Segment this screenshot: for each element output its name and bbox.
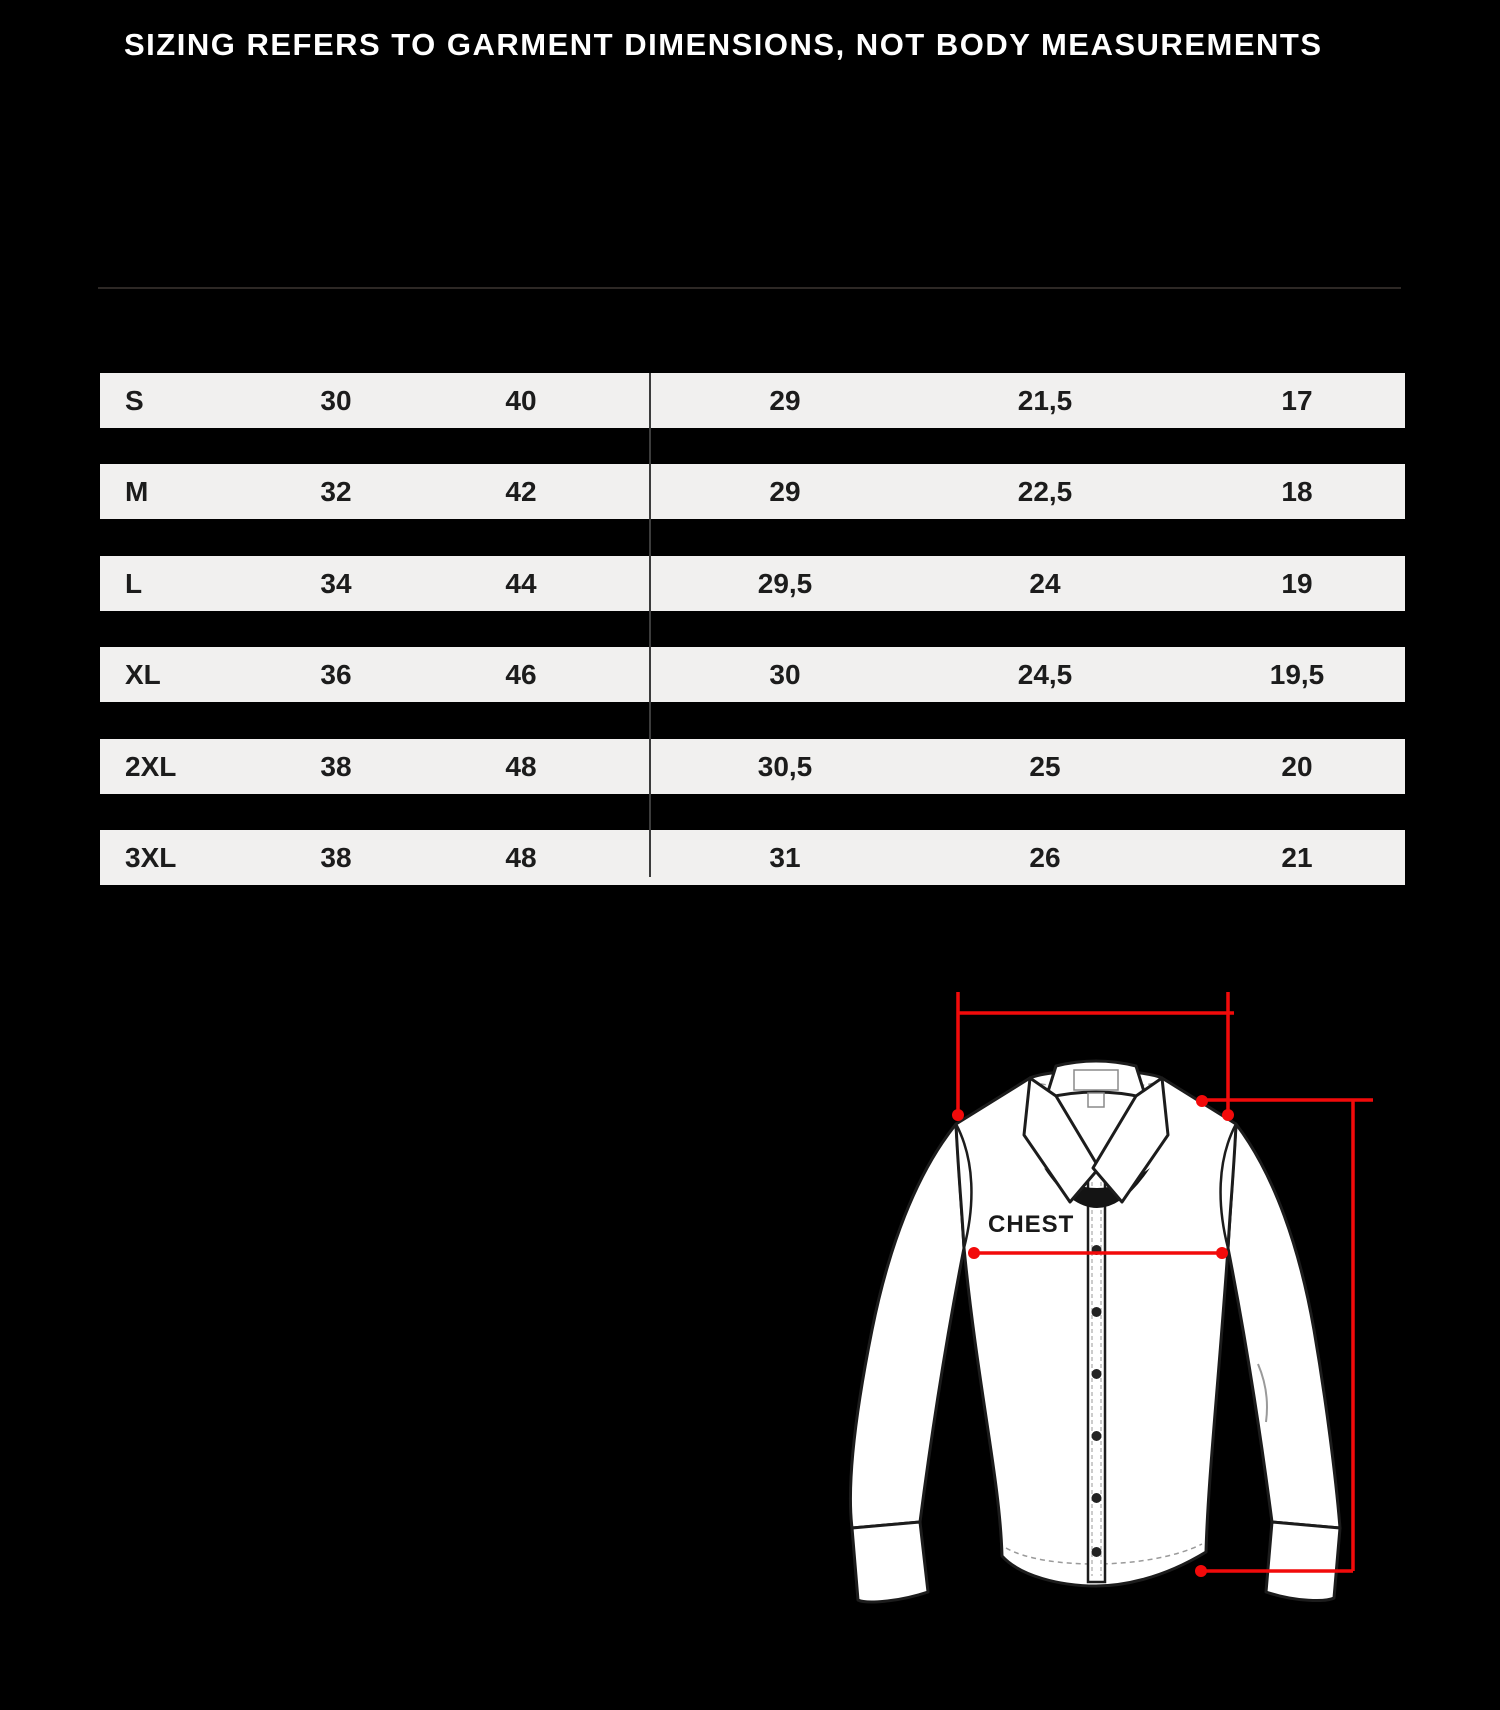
shirt-illustration <box>850 1061 1340 1602</box>
measurement-cell: 22,5 <box>1017 476 1073 507</box>
measurement-cell: 40 <box>505 385 537 416</box>
measurement-cell: 32 <box>320 476 352 507</box>
measurement-cell: 30 <box>769 659 801 690</box>
measurement-cell: 48 <box>505 842 537 873</box>
table-column-divider <box>649 373 651 877</box>
measurement-cell: 44 <box>505 568 537 599</box>
table-row <box>100 556 1405 611</box>
measurement-cell: 42 <box>505 476 537 507</box>
measurement-cell: 17 <box>1281 385 1313 416</box>
measurement-cell: 30 <box>320 385 352 416</box>
shirt-measurement-diagram <box>760 930 1420 1710</box>
measurement-cell: 21 <box>1281 842 1313 873</box>
page-title: SIZING REFERS TO GARMENT DIMENSIONS, NOT BODY MEASUREMENTS <box>124 27 1323 62</box>
size-label-cell: XL <box>125 659 161 690</box>
measurement-cell: 24,5 <box>1017 659 1073 690</box>
measurement-cell: 20 <box>1281 751 1313 782</box>
measurement-cell: 31 <box>769 842 801 873</box>
measurement-cell: 38 <box>320 751 352 782</box>
table-row <box>100 830 1405 885</box>
size-label-cell: 3XL <box>125 842 177 873</box>
table-row <box>100 464 1405 519</box>
measurement-cell: 19 <box>1281 568 1313 599</box>
size-label-cell: S <box>125 385 144 416</box>
measurement-cell: 46 <box>505 659 537 690</box>
measurement-cell: 26 <box>1029 842 1061 873</box>
measurement-cell: 30,5 <box>757 751 813 782</box>
measurement-cell: 19,5 <box>1269 659 1325 690</box>
measurement-cell: 38 <box>320 842 352 873</box>
table-row <box>100 739 1405 794</box>
top-divider <box>98 287 1401 289</box>
table-row <box>100 647 1405 702</box>
size-table <box>100 373 1405 887</box>
measurement-cell: 48 <box>505 751 537 782</box>
table-row <box>100 373 1405 428</box>
measurement-cell: 25 <box>1029 751 1061 782</box>
measurement-cell: 34 <box>320 568 352 599</box>
chest-label: CHEST <box>988 1211 1075 1238</box>
measurement-cell: 29,5 <box>757 568 813 599</box>
size-label-cell: M <box>125 476 149 507</box>
measurement-cell: 29 <box>769 476 801 507</box>
measurement-cell: 36 <box>320 659 352 690</box>
measurement-cell: 24 <box>1029 568 1061 599</box>
size-label-cell: L <box>125 568 143 599</box>
measurement-cell: 18 <box>1281 476 1313 507</box>
measurement-cell: 29 <box>769 385 801 416</box>
size-label-cell: 2XL <box>125 751 177 782</box>
measurement-cell: 21,5 <box>1017 385 1073 416</box>
